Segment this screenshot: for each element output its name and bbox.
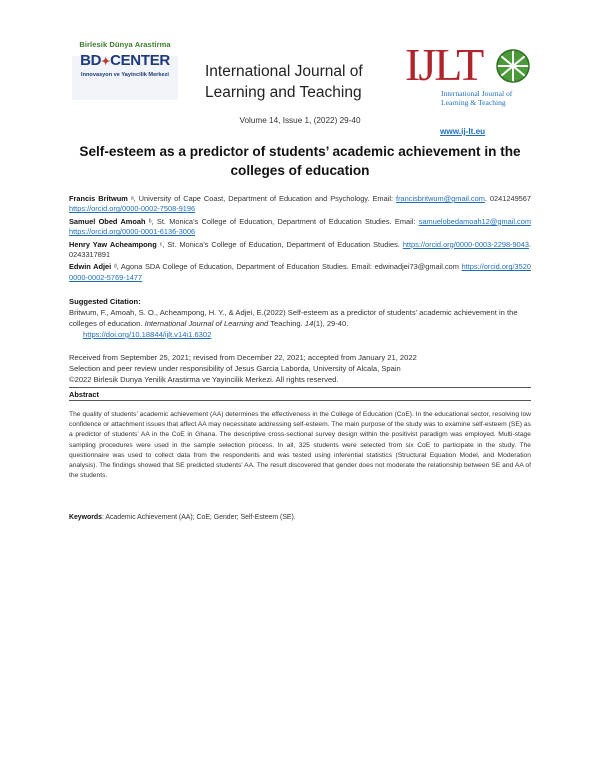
author-name: Francis Britwum: [69, 194, 128, 203]
author-affiliation: , St. Monica’s College of Education, Department of Education Studies.: [162, 239, 403, 249]
author-mark: ᵃ: [127, 194, 134, 203]
received-dates: Received from September 25, 2021; revised from December 22, 2021; accepted from January 21, 2022: [69, 353, 417, 362]
author-phone: . 0241249567: [484, 194, 532, 203]
citation-doi-link[interactable]: https://doi.org/10.18844/ijlt.v14i1.6302: [83, 330, 212, 339]
author-mark: ᶜ: [156, 239, 163, 249]
bd-center-logo: [66, 40, 184, 102]
abstract-heading: Abstract: [69, 390, 99, 399]
citation-text-c: (1), 29-40.: [313, 319, 349, 328]
citation-journal: International Journal of Learning and: [144, 319, 269, 328]
author-orcid-link[interactable]: https://orcid.org/3520 0000-0002-5769-1477: [69, 262, 531, 282]
logo-star-icon: ✦: [101, 56, 111, 68]
globe-icon: [493, 46, 533, 86]
suggested-citation: [69, 296, 531, 340]
citation-heading: Suggested Citation:: [69, 297, 141, 306]
author-list: [69, 194, 531, 285]
author-orcid-link[interactable]: https://orcid.org/0000-0003-2298-9043: [402, 239, 529, 249]
abstract-bottom-rule: [69, 400, 531, 401]
author-name: Henry Yaw Acheampong: [69, 239, 157, 249]
logo-line1: Birlesik Dünya Arastirma: [79, 40, 171, 49]
citation-text-b: Teaching.: [268, 319, 305, 328]
ijlt-subtitle-1: International Journal of: [441, 89, 513, 98]
citation-body: [69, 307, 531, 329]
logo-line3: Innovasyon ve Yayincilik Merkezi: [81, 72, 169, 78]
author-mark: ᵇ: [145, 216, 152, 226]
keywords-text: : Academic Achievement (AA); CoE; Gender; Self-Esteem (SE).: [101, 514, 296, 521]
abstract-top-rule: [69, 387, 531, 388]
author-name: Samuel Obed Amoah: [69, 216, 146, 226]
author-entry: [69, 217, 531, 238]
author-affiliation: , St. Monica’s College of Education, Department of Education Studies. Email:: [151, 216, 419, 226]
author-mark: ᵈ: [111, 262, 117, 272]
logo-center: CENTER: [110, 52, 170, 69]
author-orcid-link[interactable]: https://orcid.org/0000-0001-6136-3006: [69, 227, 196, 237]
logo-line2: [66, 52, 184, 69]
copyright-note: ©2022 Birlesik Dunya Yenilik Arastirma ve Yayincilik Merkezi. All rights reserved.: [69, 375, 339, 384]
author-entry: [69, 240, 531, 261]
journal-website-link[interactable]: www.ij-lt.eu: [440, 127, 486, 136]
ijlt-letters: IJLT: [405, 39, 483, 90]
author-email-link[interactable]: francisbritwum@gmail.com: [396, 194, 485, 203]
author-orcid-link[interactable]: https://orcid.org/0000-0002-7508-9196: [69, 204, 196, 214]
author-email-link[interactable]: samuelobedamoah12@gmail.com: [418, 216, 532, 226]
keywords-label: Keywords: [69, 514, 102, 521]
journal-name: International Journal of Learning and Teaching: [205, 63, 363, 101]
ijlt-subtitle-2: Learning & Teaching: [441, 98, 506, 107]
logo-bd: BD: [80, 52, 102, 69]
volume-info: Volume 14, Issue 1, (2022) 29-40: [239, 116, 361, 125]
author-affiliation: , University of Cape Coast, Department of Education and Psychology. Email:: [133, 194, 397, 203]
abstract-text: The quality of students’ academic achievement (AA) determines the effectiveness in the College of Education (CoE). In the educational sector, resolving low confidence or attachment issues that affect AA may necessitate addressing self-esteem. The main purpose of the study was to examine self-esteem (SE) as a predictor of students’ AA in the CoE in Ghana. The descriptive cross-sectional survey design within the positivist paradigm was employed. Multi-stage sampling procedures were used in the sample selection process. In all, 325 students were selected from six CoE to participate in the study. The questionnaire was used to collect data from the respondents and was tested using inferential statistics (Structural Equation Model, and Moderation analysis). The findings showed that SE predicted students’ AA. The result discovered that gender does not moderate the relationship between SE and AA of the students.: [69, 411, 531, 480]
publication-history: [69, 352, 531, 385]
ijlt-logo: [405, 40, 535, 110]
author-name: Edwin Adjei: [69, 262, 112, 272]
citation-volume: 14: [304, 319, 314, 328]
author-phone: . 0243317891: [69, 239, 532, 260]
author-entry: [69, 194, 531, 215]
peer-review-note: Selection and peer review under responsibility of Jesus Garcia Laborda, University of Alcala, Spain: [69, 364, 401, 373]
paper-title: Self-esteem as a predictor of students’ academic achievement in the colleges of education: [79, 144, 521, 178]
citation-doi-line: [69, 329, 531, 340]
author-entry: [69, 262, 531, 283]
citation-text-a: Britwum, F., Amoah, S. O., Acheampong, H. Y., & Adjei, E.(2022) Self-esteem as a predictor of students’ academic achievement in the colleges of education.: [69, 308, 518, 328]
keywords: [69, 514, 531, 521]
author-affiliation: , Agona SDA College of Education, Department of Education Studies. Email: edwinadjei73@gmail.com: [116, 262, 459, 272]
